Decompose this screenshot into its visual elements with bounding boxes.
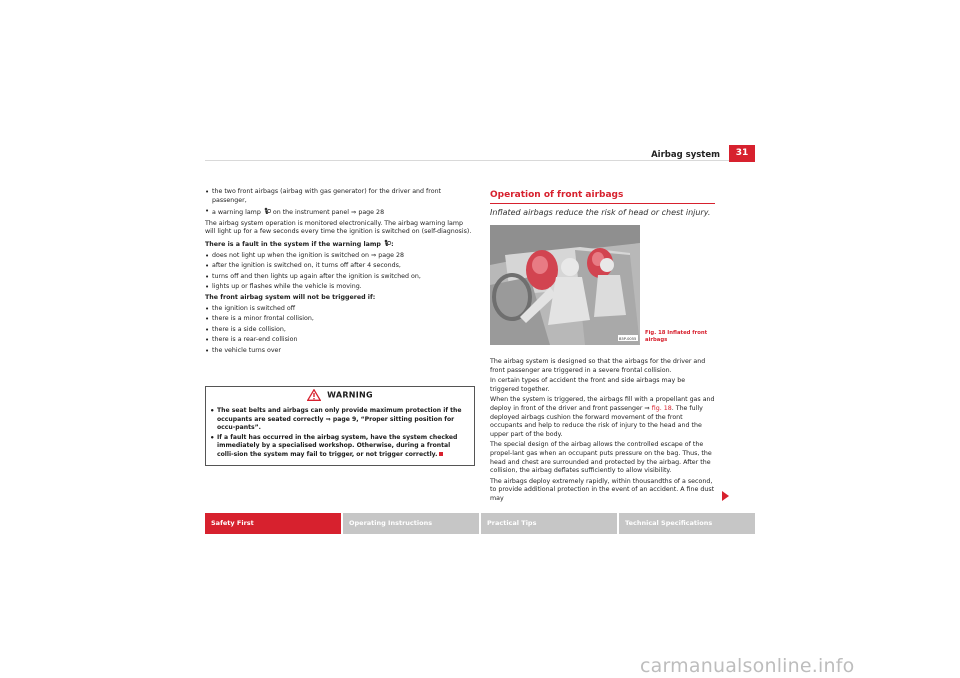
paragraph: The airbag system is designed so that the airbags for the driver and front passenger are triggered in a severe frontal collision. xyxy=(490,358,706,374)
next-page-arrow-icon[interactable] xyxy=(722,491,729,501)
list-item: • the two front airbags (airbag with gas generator) for the driver and front passenger, xyxy=(205,188,475,205)
footer-nav xyxy=(205,513,755,534)
section-end-marker xyxy=(439,452,443,456)
right-column xyxy=(490,358,715,506)
warning-item-text: If a fault has occurred in the airbag system, have the system checked immediately by a specialised workshop. Otherwise, during a frontal colli-sion the system may fail to trigger, or not trigger correctly. xyxy=(217,433,458,458)
figure-caption xyxy=(645,330,715,344)
left-column xyxy=(205,188,475,358)
paragraph: The special design of the airbag allows the controlled escape of the propel-lant gas when an occupant puts pressure on the bag. Thus, the head and chest are surrounded and protected by the airbag. After the collision, the airbag deflates sufficiently to allow visibility. xyxy=(490,441,712,475)
airbag-illustration xyxy=(490,225,640,345)
warning-header xyxy=(206,389,474,401)
watermark: carmanualsonline.info xyxy=(640,655,855,677)
warning-box xyxy=(205,386,475,466)
section-title: Operation of front airbags xyxy=(490,190,715,204)
list-item: • does not light up when the ignition is switched on ⇒ page 28 xyxy=(205,252,475,261)
tab-safety-first[interactable]: Safety First xyxy=(205,513,341,534)
warning-title: WARNING xyxy=(327,390,373,400)
paragraph xyxy=(490,396,715,439)
list-item: • the vehicle turns over xyxy=(205,347,475,356)
figure-link[interactable]: fig. 18 xyxy=(651,404,672,412)
header-divider xyxy=(205,160,729,161)
list-item: • after the ignition is switched on, it turns off after 4 seconds, xyxy=(205,262,475,271)
warning-item: • The seat belts and airbags can only provide maximum protection if the occupants are seated correctly ⇒ page 9, “Proper sitting position for occu-pants”. xyxy=(210,407,468,433)
section-subtitle: Inflated airbags reduce the risk of head or chest injury. xyxy=(490,208,711,217)
list-item: • there is a rear-end collision xyxy=(205,336,475,345)
list-item-text: on the instrument panel ⇒ page 28 xyxy=(272,209,385,217)
page-number: 31 xyxy=(729,145,755,162)
fault-heading: There is a fault in the system if the warning lamp : xyxy=(205,240,394,248)
paragraph-text: When the system is triggered, the airbags fill with a propellant gas and deploy in front of the driver and front passenger ⇒ xyxy=(490,396,715,412)
list-item: • there is a side collision, xyxy=(205,326,475,335)
paragraph: The airbags deploy extremely rapidly, within thousandths of a second, to provide additional protection in the event of an accident. A fine dust may xyxy=(490,477,715,502)
tab-technical-specifications[interactable]: Technical Specifications xyxy=(619,513,755,534)
paragraph-text: . The fully deployed airbags cushion the forward movement of the front occupants and help to reduce the risk of injury to the head and the upper part of the body. xyxy=(490,404,703,438)
figure-inflated-airbags xyxy=(490,225,640,345)
airbag-warning-icon xyxy=(263,207,271,215)
fault-heading-text: There is a fault in the system if the warning lamp xyxy=(205,240,381,248)
list-item: • there is a minor frontal collision, xyxy=(205,315,475,324)
warning-item xyxy=(210,434,468,460)
monitor-paragraph: The airbag system operation is monitored electronically. The airbag warning lamp will light up for a few seconds every time the ignition is switched on (self-diagnosis). xyxy=(205,219,472,236)
figure-caption-line: airbags xyxy=(645,337,668,343)
list-item: • the ignition is switched off xyxy=(205,305,475,314)
no-trigger-heading: The front airbag system will not be triggered if: xyxy=(205,293,376,301)
warning-triangle-icon xyxy=(307,389,321,401)
figure-caption-line: Fig. 18 Inflated front xyxy=(645,330,708,336)
tab-practical-tips[interactable]: Practical Tips xyxy=(481,513,617,534)
paragraph: In certain types of accident the front and side airbags may be triggered together. xyxy=(490,377,686,393)
list-item: • turns off and then lights up again after the ignition is switched on, xyxy=(205,273,475,282)
list-item: • lights up or flashes while the vehicle is moving. xyxy=(205,283,475,292)
list-item-text: a warning lamp xyxy=(212,209,261,217)
figure-code: B5P-0055 xyxy=(619,337,637,341)
list-item xyxy=(205,207,475,218)
tab-operating-instructions[interactable]: Operating Instructions xyxy=(343,513,479,534)
page-header-title: Airbag system xyxy=(651,150,720,160)
airbag-warning-icon xyxy=(383,239,391,247)
